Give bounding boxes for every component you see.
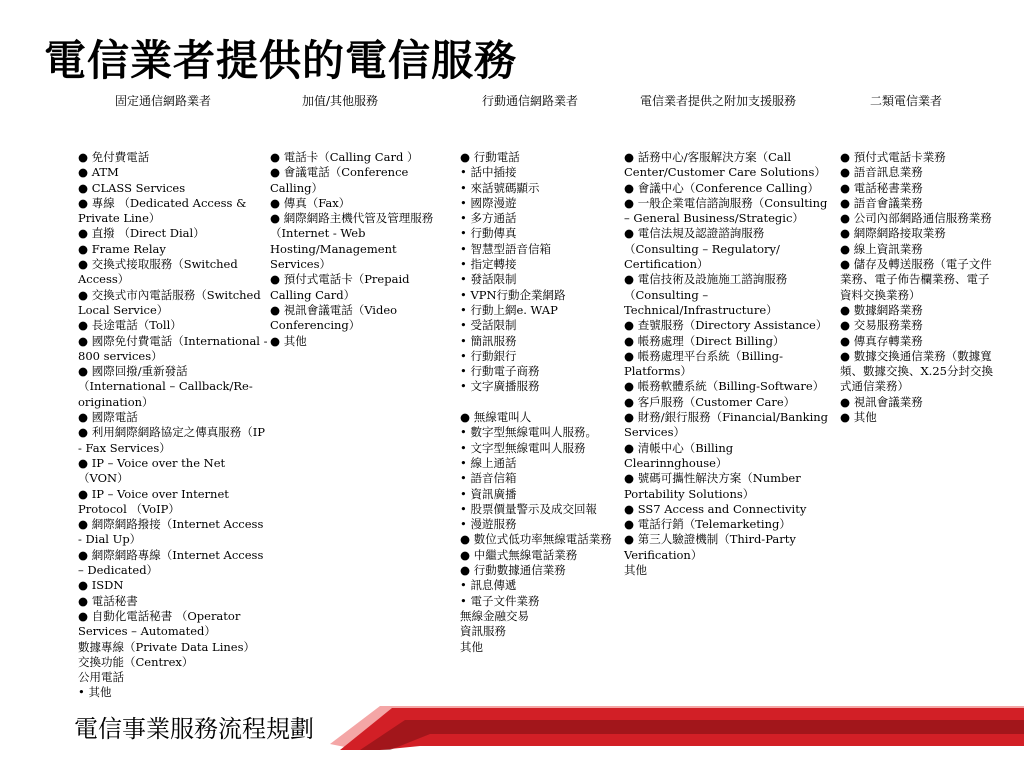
service-item: ● 交易服務業務 xyxy=(840,318,923,333)
service-item: 無線金融交易 xyxy=(460,608,529,623)
service-item: ● 交換式接取服務（Switched Access） xyxy=(78,257,238,287)
service-item: ● 其他 xyxy=(840,410,877,425)
service-item: ● 預付式電話卡業務 xyxy=(840,150,946,164)
services-list-mobile-network xyxy=(460,150,620,655)
service-item: ● 數據交換通信業務（數據寬頻、數據交換、X.25分封交換式通信業務） xyxy=(840,348,993,394)
service-item: ● 電話卡（Calling Card ） xyxy=(270,150,419,164)
service-item: • 行動傳真 xyxy=(460,226,517,241)
service-item: ● 客戶服務（Customer Care） xyxy=(624,394,796,409)
service-item: ● 視訊會議業務 xyxy=(840,394,923,409)
service-item: • 漫遊服務 xyxy=(460,517,517,532)
service-item: • 電子文件業務 xyxy=(460,593,540,608)
service-item: ● 免付費電話 xyxy=(78,150,150,164)
service-item: ● 一般企業電信諮詢服務（Consulting – General Business/Strategic） xyxy=(624,195,828,226)
service-item: ● 中繼式無線電話業務 xyxy=(460,547,578,562)
service-item: • 行動銀行 xyxy=(460,348,517,363)
column-header-support-services: 電信業者提供之附加支援服務 xyxy=(639,94,796,108)
service-item: • 文字廣播服務 xyxy=(460,379,540,394)
service-item: 交換功能（Centrex） xyxy=(78,654,194,669)
service-item: ● 電話秘書 xyxy=(78,593,138,608)
service-item: ● CLASS Services xyxy=(78,180,186,195)
service-item: ● 公司內部網路通信服務業務 xyxy=(840,211,992,226)
service-item: • 語音信箱 xyxy=(460,471,517,486)
service-item: ● 數據網路業務 xyxy=(840,302,923,317)
service-item: ● 帳務處理平台系統（Billing-Platforms） xyxy=(624,348,784,379)
service-item: • 股票價量警示及成交回報 xyxy=(460,501,597,516)
service-item xyxy=(460,395,620,410)
service-item: ● SS7 Access and Connectivity xyxy=(624,501,807,516)
service-item: ● ISDN xyxy=(78,578,124,593)
service-item: • 行動上網e. WAP xyxy=(460,302,558,317)
service-item: ● 儲存及轉送服務（電子文件業務、電子佈告欄業務、電子資料交換業務） xyxy=(840,257,992,302)
service-item: ● 電話秘書業務 xyxy=(840,180,923,195)
service-item: ● 財務/銀行服務（Financial/Banking Services） xyxy=(624,410,829,440)
service-item: • VPN行動企業網路 xyxy=(460,287,566,302)
service-item: ● 網際網路接取業務 xyxy=(840,226,946,241)
service-item: ● IP – Voice over the Net （VON） xyxy=(78,455,226,486)
column-header-mobile-network: 行動通信網路業者 xyxy=(481,94,578,108)
service-item: ● 電信技術及設施施工諮詢服務（Consulting – Technical/Infrastructure） xyxy=(624,272,788,317)
service-item: • 受話限制 xyxy=(460,318,517,333)
service-item: ● 行動數據通信業務 xyxy=(460,563,566,578)
column-header-type2-carriers: 二類電信業者 xyxy=(869,94,942,108)
service-item: ● Frame Relay xyxy=(78,241,166,256)
service-item: ● 查號服務（Directory Assistance） xyxy=(624,318,828,333)
column-header-fixed-network: 固定通信網路業者 xyxy=(114,94,211,108)
service-item: ● 國際回撥/重新發話（International – Callback/Re-origination） xyxy=(78,364,253,409)
service-item: • 簡訊服務 xyxy=(460,333,517,348)
service-item: • 線上通話 xyxy=(460,455,517,470)
service-item: ● 第三人驗證機制（Third-Party Verification） xyxy=(624,532,796,562)
service-item: ● 帳務軟體系統（Billing-Software） xyxy=(624,379,825,394)
service-item: ● IP – Voice over Internet Protocol （VoIP） xyxy=(78,486,229,516)
service-item: ● 國際免付費電話（International - 800 services） xyxy=(78,333,268,363)
service-item: ● 專線 （Dedicated Access & Private Line） xyxy=(78,195,247,226)
service-item: 數據專線（Private Data Lines） xyxy=(78,639,255,654)
service-item: ● 交換式市內電話服務（Switched Local Service） xyxy=(78,287,261,317)
service-item: ● ATM xyxy=(78,165,119,180)
service-item: ● 數位式低功率無線電話業務 xyxy=(460,532,612,547)
service-item: • 國際漫遊 xyxy=(460,195,517,210)
services-list-support-services xyxy=(624,150,830,578)
service-item: ● 會議中心（Conference Calling） xyxy=(624,180,819,195)
service-item: ● 網際網路撥接（Internet Access - Dial Up） xyxy=(78,517,264,547)
service-item: 其他 xyxy=(624,563,647,578)
service-item: ● 長途電話（Toll） xyxy=(78,318,182,333)
service-item: ● 語音訊息業務 xyxy=(840,165,923,180)
service-item: ● 利用網際網路協定之傳真服務（IP - Fax Services） xyxy=(78,425,265,455)
service-item: ● 語音會議業務 xyxy=(840,195,923,210)
service-item: ● 預付式電話卡（Prepaid Calling Card） xyxy=(270,272,410,302)
service-item: ● 國際電話 xyxy=(78,410,138,425)
service-item: ● 其他 xyxy=(270,333,307,348)
service-item: ● 直撥 （Direct Dial） xyxy=(78,226,205,241)
service-item: ● 帳務處理（Direct Billing） xyxy=(624,333,785,348)
service-item: • 發話限制 xyxy=(460,272,517,287)
service-item: ● 電信法規及認證諮詢服務（Consulting – Regulatory/ Certification） xyxy=(624,226,780,272)
service-item: ● 行動電話 xyxy=(460,150,520,164)
service-item: ● 傳真存轉業務 xyxy=(840,333,923,348)
service-item: ● 線上資訊業務 xyxy=(840,241,923,256)
service-item: 其他 xyxy=(460,639,483,654)
service-item: ● 自動化電話秘書 （Operator Services – Automated） xyxy=(78,608,241,639)
service-item: ● 清帳中心（Billing Clearinnghouse） xyxy=(624,440,734,470)
service-item: ● 網際網路主機代管及管理服務（Internet - Web Hosting/Management Services） xyxy=(270,211,434,272)
service-item: • 行動電子商務 xyxy=(460,364,540,379)
service-item: ● 電話行銷（Telemarketing） xyxy=(624,517,791,532)
service-item: 公用電話 xyxy=(78,670,124,685)
service-item: ● 無線電叫人 xyxy=(460,410,532,425)
services-list-fixed-network xyxy=(78,150,268,701)
service-item: ● 號碼可攜性解決方案（Number Portability Solutions） xyxy=(624,471,801,501)
services-list-type2-carriers xyxy=(840,150,1000,425)
page-title: 電信業者提供的電信服務 xyxy=(44,36,518,85)
column-header-value-added: 加值/其他服務 xyxy=(301,94,379,108)
footer-title: 電信事業服務流程規劃 xyxy=(74,715,314,743)
service-item: • 多方通話 xyxy=(460,211,517,226)
service-item: • 指定轉接 xyxy=(460,257,517,272)
service-item: • 訊息傳遞 xyxy=(460,578,517,593)
service-item: ● 話務中心/客服解決方案（Call Center/Customer Care Solutions） xyxy=(624,150,826,180)
service-item: • 文字型無線電叫人服務 xyxy=(460,440,586,455)
service-item: 資訊服務 xyxy=(460,624,506,639)
service-item: ● 會議電話（Conference Calling） xyxy=(270,165,409,195)
service-item: • 數字型無線電叫人服務。 xyxy=(460,425,597,440)
services-list-value-added xyxy=(270,150,442,349)
service-item: • 來話號碼顯示 xyxy=(460,180,540,195)
service-item: ● 視訊會議電話（Video Conferencing） xyxy=(270,302,398,333)
service-item: ● 傳真（Fax） xyxy=(270,195,351,210)
service-item: • 智慧型語音信箱 xyxy=(460,241,551,256)
service-item: • 其他 xyxy=(78,685,112,700)
service-item: ● 網際網路專線（Internet Access – Dedicated） xyxy=(78,547,264,578)
service-item: • 資訊廣播 xyxy=(460,486,517,501)
service-item: • 話中插接 xyxy=(460,165,517,180)
